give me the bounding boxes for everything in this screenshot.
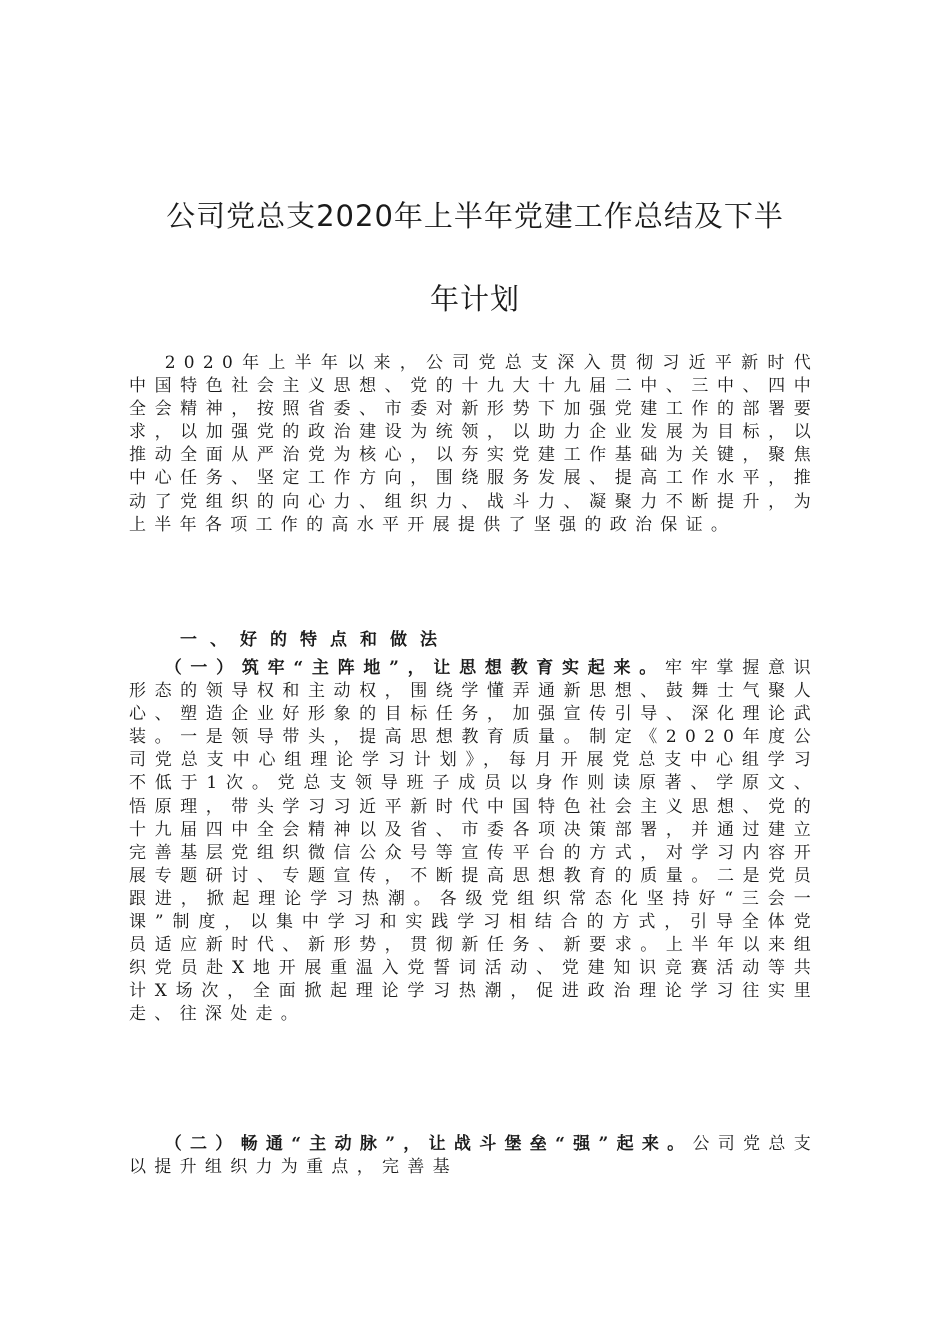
subsection-2-paragraph: [129, 1133, 819, 1179]
section-heading-1: 一、好的特点和做法: [180, 630, 450, 650]
subsection-1-heading: （一）筑牢“主阵地”，让思想教育实起来。: [164, 658, 665, 678]
subsection-1-paragraph: [129, 657, 819, 1027]
subsection-2-body: 公司党总支以提升组织力为重点，完善基: [129, 1134, 819, 1178]
subsection-1-body: 牢牢掌握意识形态的领导权和主动权，围绕学懂弄通新思想、鼓舞士气聚人心、塑造企业好形象的目标任务，加强宣传引导、深化理论武装。一是领导带头，提高思想教育质量。制定《2020年度公司党总支中心组理论学习计划》，每月开展党总支中心组学习不低于1次。党总支领导班子成员以身作则读原著、学原文、悟原理，带头学习习近平新时代中国特色社会主义思想、党的十九届四中全会精神以及省、市委各项决策部署，并通过建立完善基层党组织微信公众号等宣传平台的方式，对学习内容开展专题研讨、专题宣传，不断提高思想教育的质量。二是党员跟进，掀起理论学习热潮。各级党组织常态化坚持好“三会一课”制度，以集中学习和实践学习相结合的方式，引导全体党员适应新时代、新形势，贯彻新任务、新要求。上半年以来组织党员赴X地开展重温入党誓词活动、党建知识竞赛活动等共计X场次，全面掀起理论学习热潮，促进政治理论学习往实里走、往深处走。: [129, 658, 819, 1025]
document-title-line-2: 年计划: [429, 282, 520, 316]
intro-paragraph: 2020年上半年以来，公司党总支深入贯彻习近平新时代中国特色社会主义思想、党的十九大十九届二中、三中、四中全会精神，按照省委、市委对新形势下加强党建工作的部署要求，以加强党的政治建设为统领，以助力企业发展为目标，以推动全面从严治党为核心，以夯实党建工作基础为关键，聚焦中心任务、坚定工作方向，围绕服务发展、提高工作水平，推动了党组织的向心力、组织力、战斗力、凝聚力不断提升，为上半年各项工作的高水平开展提供了坚强的政治保证。: [129, 353, 819, 535]
document-title-line-1: 公司党总支2020年上半年党建工作总结及下半: [166, 199, 784, 233]
subsection-2-heading: （二）畅通“主动脉”，让战斗堡垒“强”起来。: [164, 1134, 693, 1154]
